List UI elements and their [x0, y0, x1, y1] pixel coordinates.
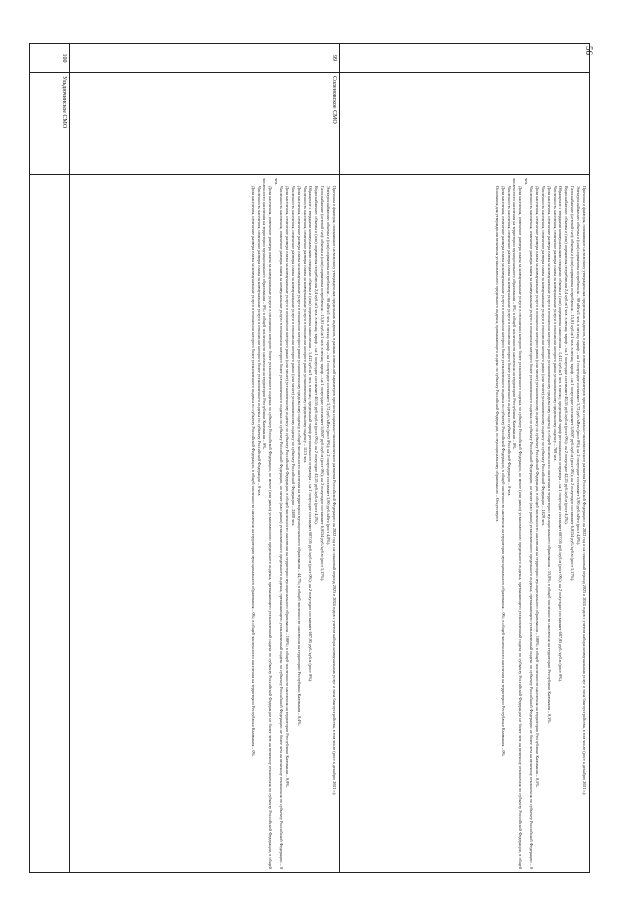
description-paragraph: Газоснабжение (сетевой газ): объемы и (или) нормативы потребления – 15,01 куб.м/1 чел. в месяц; тариф – на 1 полугодие составляет 5,8307 руб./куб.м (рост 0%); на 2 полугодие составляет 6,0154 руб./куб.м (рост 3,17%). [320, 186, 326, 582]
description-paragraph: Электроснабжение: объемы и (или) нормативы потребления – 90 кВтч/1 чел. в месяц; тариф – на 1 полугодие составляет 3,72 руб./кВтч (рост 0%); на 2 полугодие составляет 3,90 руб./кВтч (рост 4,8%). [576, 186, 582, 546]
description-paragraph: Основания для утверждения величины установленного предельного индекса, превышающего индекс по субъекту Российской Федерации, по муниципальному образованию – Отсутствуют. [494, 186, 500, 522]
description-paragraph: Водоснабжение: объемы и (или) нормативы потребления 2,4 куб.м/1 чел. в месяц; тариф – на 1 полугодие составляет 40,55 руб./куб.м (рост 0%); на 2 полугодие 42,25 руб./куб.м (рост 4,2%). [564, 186, 570, 525]
description-paragraph: Доля населения, изменение размера платы за коммунальные услуги в отношении которого равно (или менее) установленному индексу по субъекту Российской Федерации, в общей численности населения на территории муниципального образования – 100%; в общей численности населения на территории Республики Калмыкия – 0,9%. [284, 186, 290, 788]
row-description [340, 175, 590, 873]
description-paragraph: Доля населения, изменение размера платы за коммунальные услуги в отношении которого равно (или менее) установленному индексу по субъекту Российской Федерации, в общей численности населения на территории муниципального образования – 100%; в общей численности населения на территории Республики Калмыкия – 0,5%. [534, 186, 540, 788]
description-paragraph: Численность населения, изменение размера платы за коммунальные услуги в отношении которого более установленного индекса по субъекту Российской Федерации, но менее (или равно) установленного предельного индекса, превышающего установленный индекс по субъекту Российской Федерации не более чем на величину отклонения по субъекту Российской Федерации – 0 чел. [523, 178, 534, 869]
row-number: 99 [70, 44, 340, 73]
description-paragraph: Численность населения, изменение размера платы за коммунальные услуги в отношении которого более установленного индекса по субъекту Российской Федерации – 0 чел. [506, 186, 512, 497]
description-paragraph: Доля населения, изменение размера платы за коммунальные услуги в отношении которого более установленного индекса по субъекту Российской Федерации, в общей численности населения на территории муниципального образования – 0%; в общей численности населения на территории Республики Калмыкия – 0%. [250, 186, 256, 758]
table-row [340, 44, 590, 873]
municipality-name: Соленовское СМО [70, 73, 340, 175]
description-paragraph: Численность населения, изменение размера платы за коммунальные услуги в отношении которого равно (или менее) установленному индексу по субъекту Российской Федерации – 2489 чел. [290, 186, 296, 526]
tariff-index-table [29, 43, 590, 873]
row-description [70, 175, 340, 873]
description-paragraph: Электроснабжение: объемы и (или) нормативы потребления – 90 кВтч/1 чел. в месяц; тариф – на 1 полугодие составляет 3,72 руб./кВтч (рост 0%); на 2 полугодие составляет 3,90 руб./кВтч (рост 4,8%). [326, 186, 332, 546]
table-body [30, 44, 590, 873]
row-number [340, 44, 590, 73]
description-paragraph: Доля населения, изменение размера платы за коммунальные услуги в отношении которого равно установленному предельному индексу, в общей численности населения в территории муниципального образования – 53,8%; в общей численности населения на территории Республики Калмыкия – 0,3%. [546, 186, 552, 724]
description-paragraph: Численность населения, изменение размера платы за коммунальные услуги в отношении которого равно установленному предельному индексу – 769 чел. [552, 186, 558, 462]
description-paragraph: Доля населения, изменение размера платы за коммунальные услуги в отношении которого более установленного индекса по субъекту Российской Федерации, в общей численности населения на территории муниципального образования – 0%; в общей численности населения на территории Республики Калмыкия – 0%. [500, 186, 506, 758]
description-paragraph: Обращение с твердыми коммунальными отходами: объемы и (или) нормативы накопления – 1,412 куб.м/1 чел. в месяц; предельный тариф регионального оператора – на 1 полугодие составляет 687,05 руб./куб.м (рост 0%); на 2 полугодие составляет 687,05 руб./куб.м (рост 0%). [308, 186, 314, 682]
description-paragraph: Причины и факторы, повлиявшие на величину утвержденных предельных индексов, в рамках изменений параметров прогноза социально-экономического развития Российской Федерации на 2022 год и на плановый период 2023 и 2024 годов с учетом набора коммунальных услуг и типа благоустройства, в том числе (рост к декабрю 2021 г.): [332, 186, 337, 796]
table-row [70, 44, 340, 873]
description-paragraph: Обращение с твердыми коммунальными отходами: объемы и (или) нормативы накопления – 1,412 куб.м/1 чел. в месяц; предельный тариф регионального оператора – на 1 полугодие составляет 687,05 руб./куб.м (рост 0%); на 2 полугодие составляет 687,05 руб./куб.м (рост 0%). [558, 186, 564, 682]
municipality-name: Ульдючинское СМО [30, 73, 70, 175]
table-row [30, 44, 70, 873]
description-paragraph: Доля населения, изменение размера платы за коммунальные услуги в отношении которого более установленного индекса по субъекту Российской Федерации, но менее (или равно) установленного предельного индекса, превышающего установленный индекс по субъекту Российской Федерации не более чем на величину отклонения по субъекту Российской Федерации, в общей численности населения на территории муниципального образования – 0%; в общей численности населения на территории Республики Калмыкия – 0%. [262, 178, 273, 869]
description-paragraph: Численность населения, изменение размера платы за коммунальные услуги в отношении которого более установленного индекса по субъекту Российской Федерации – 0 чел. [256, 186, 262, 497]
page-number: 56 [584, 46, 594, 55]
description-paragraph: Доля населения, изменение размера платы за коммунальные услуги в отношении которого равно установленному предельному индексу, в общей численности населения на территории муниципального образования – 44,7%; в общей численности населения на территории Республики Калмыкия – 0,4%. [296, 186, 302, 726]
description-paragraph: Численность населения, изменение размера платы за коммунальные услуги в отношении которого более установленного индекса по субъекту Российской Федерации, но менее (или равно) установленного предельного индекса, превышающего установленный индекс по субъекту Российской Федерации не более чем на величину отклонения по субъекту Российской Федерации – 0 чел. [273, 178, 284, 869]
description-paragraph: Причины и факторы, повлиявшие на величину утвержденных предельных индексов, в рамках изменений параметров прогноза социально-экономического развития Российской Федерации на 2022 год и на плановый период 2023 и 2024 годов с учетом набора коммунальных услуг и типа благоустройства, в том числе (рост к декабрю 2021 г.): [582, 186, 587, 796]
municipality-name [340, 73, 590, 175]
description-paragraph: Численность населения, изменение размера платы за коммунальные услуги в отношении которого равно (или менее) установленному индексу по субъекту Российской Федерации – 1429 чел. [540, 186, 546, 526]
row-number: 100 [30, 44, 70, 73]
description-paragraph: Газоснабжение (сетевой газ): объемы и (или) нормативы потребления – 15,01 куб.м/1 чел. в месяц; тариф – на 1 полугодие составляет 5,8307 руб./куб.м (рост 0%); на 2 полугодие составляет 6,0154 руб./куб.м (рост 3,17%). [570, 186, 576, 582]
description-paragraph: Численность населения, изменение размера платы за коммунальные услуги в отношении которого равно установленному предельному индексу – 1113 чел. [302, 186, 308, 464]
description-paragraph: Доля населения, изменение размера платы за коммунальные услуги в отношении которого более установленного индекса по субъекту Российской Федерации, но менее (или равно) установленного предельного индекса, превышающего установленный индекс по субъекту Российской Федерации не более чем на величину отклонения по субъекту Российской Федерации, в общей численности населения на территории муниципального образования – 0%; в общей численности населения на территории Республики Калмыкия – 0%. [512, 178, 523, 869]
row-description [30, 175, 70, 873]
rotated-table-container [30, 43, 590, 873]
description-paragraph: Водоснабжение: объемы и (или) нормативы потребления 2,4 куб.м/1 чел. в месяц; тариф – на 1 полугодие составляет 40,55 руб./куб.м (рост 0%); на 2 полугодие 42,25 руб./куб.м (рост 4,2%). [314, 186, 320, 525]
